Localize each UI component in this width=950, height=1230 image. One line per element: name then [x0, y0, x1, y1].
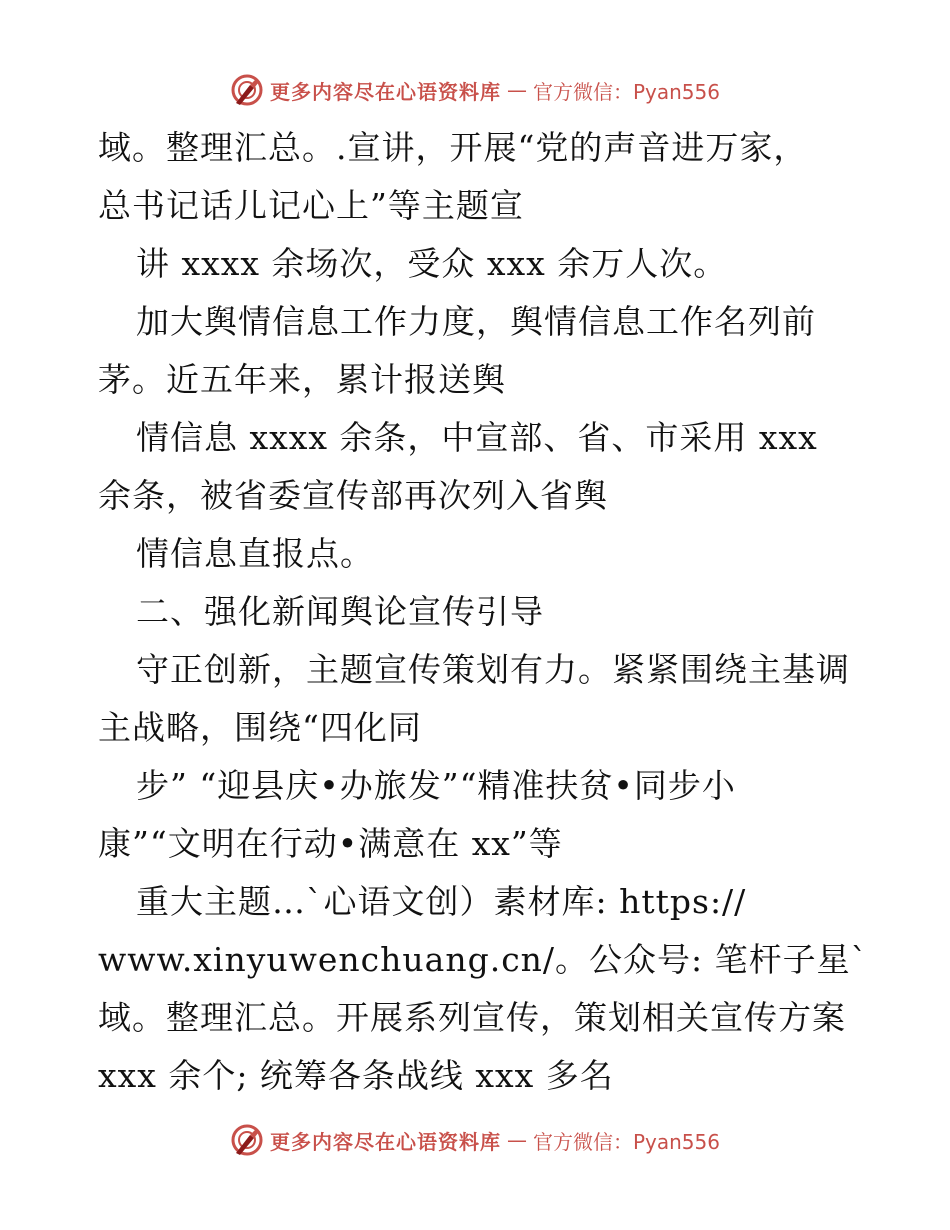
- text-line: 主战略，围绕“四化同: [98, 708, 422, 747]
- text-line: 情信息直报点。: [136, 534, 374, 573]
- text-line: 康”“文明在行动•满意在 xx”等: [98, 824, 563, 863]
- text-line: 加大舆情信息工作力度，舆情信息工作名列前: [136, 302, 816, 341]
- header-dash: —: [506, 78, 527, 102]
- text-line: 域。整理汇总。.宣讲，开展“党的声音进万家，: [98, 128, 808, 167]
- text-line: 域。整理汇总。开展系列宣传，策划相关宣传方案: [98, 998, 846, 1037]
- text-line: xxx 余个; 统筹各条战线 xxx 多名: [98, 1056, 614, 1095]
- header-banner: [0, 70, 950, 110]
- text-line: 守正创新，主题宣传策划有力。紧紧围绕主基调: [136, 650, 850, 689]
- footer-wechat-text: 官方微信：Pyan556: [532, 1129, 720, 1154]
- footer-brand-text: 更多内容尽在心语资料库: [269, 1129, 501, 1154]
- footer-dash: —: [506, 1128, 527, 1152]
- text-line: www.xinyuwenchuang.cn/。公众号: 笔杆子星`: [98, 940, 869, 979]
- text-line: 情信息 xxxx 余条，中宣部、省、市采用 xxx: [136, 418, 818, 457]
- text-line: 重大主题…`心语文创）素材库: https://: [136, 882, 747, 921]
- text-line: 讲 xxxx 余场次，受众 xxx 余万人次。: [136, 244, 728, 283]
- pen-logo-icon: [230, 1123, 264, 1157]
- header-wechat-text: 官方微信：Pyan556: [532, 79, 720, 104]
- header-brand-text: 更多内容尽在心语资料库: [269, 79, 501, 104]
- section-heading: 二、强化新闻舆论宣传引导: [136, 592, 544, 631]
- pen-logo-icon: [230, 73, 264, 107]
- text-line: 余条，被省委宣传部再次列入省舆: [98, 476, 608, 515]
- text-line: 步” “迎县庆•办旅发”“精准扶贫•同步小: [136, 766, 736, 805]
- text-line: 茅。近五年来，累计报送舆: [98, 360, 506, 399]
- footer-banner: [0, 1120, 950, 1160]
- text-line: 总书记话儿记心上”等主题宣: [98, 186, 524, 225]
